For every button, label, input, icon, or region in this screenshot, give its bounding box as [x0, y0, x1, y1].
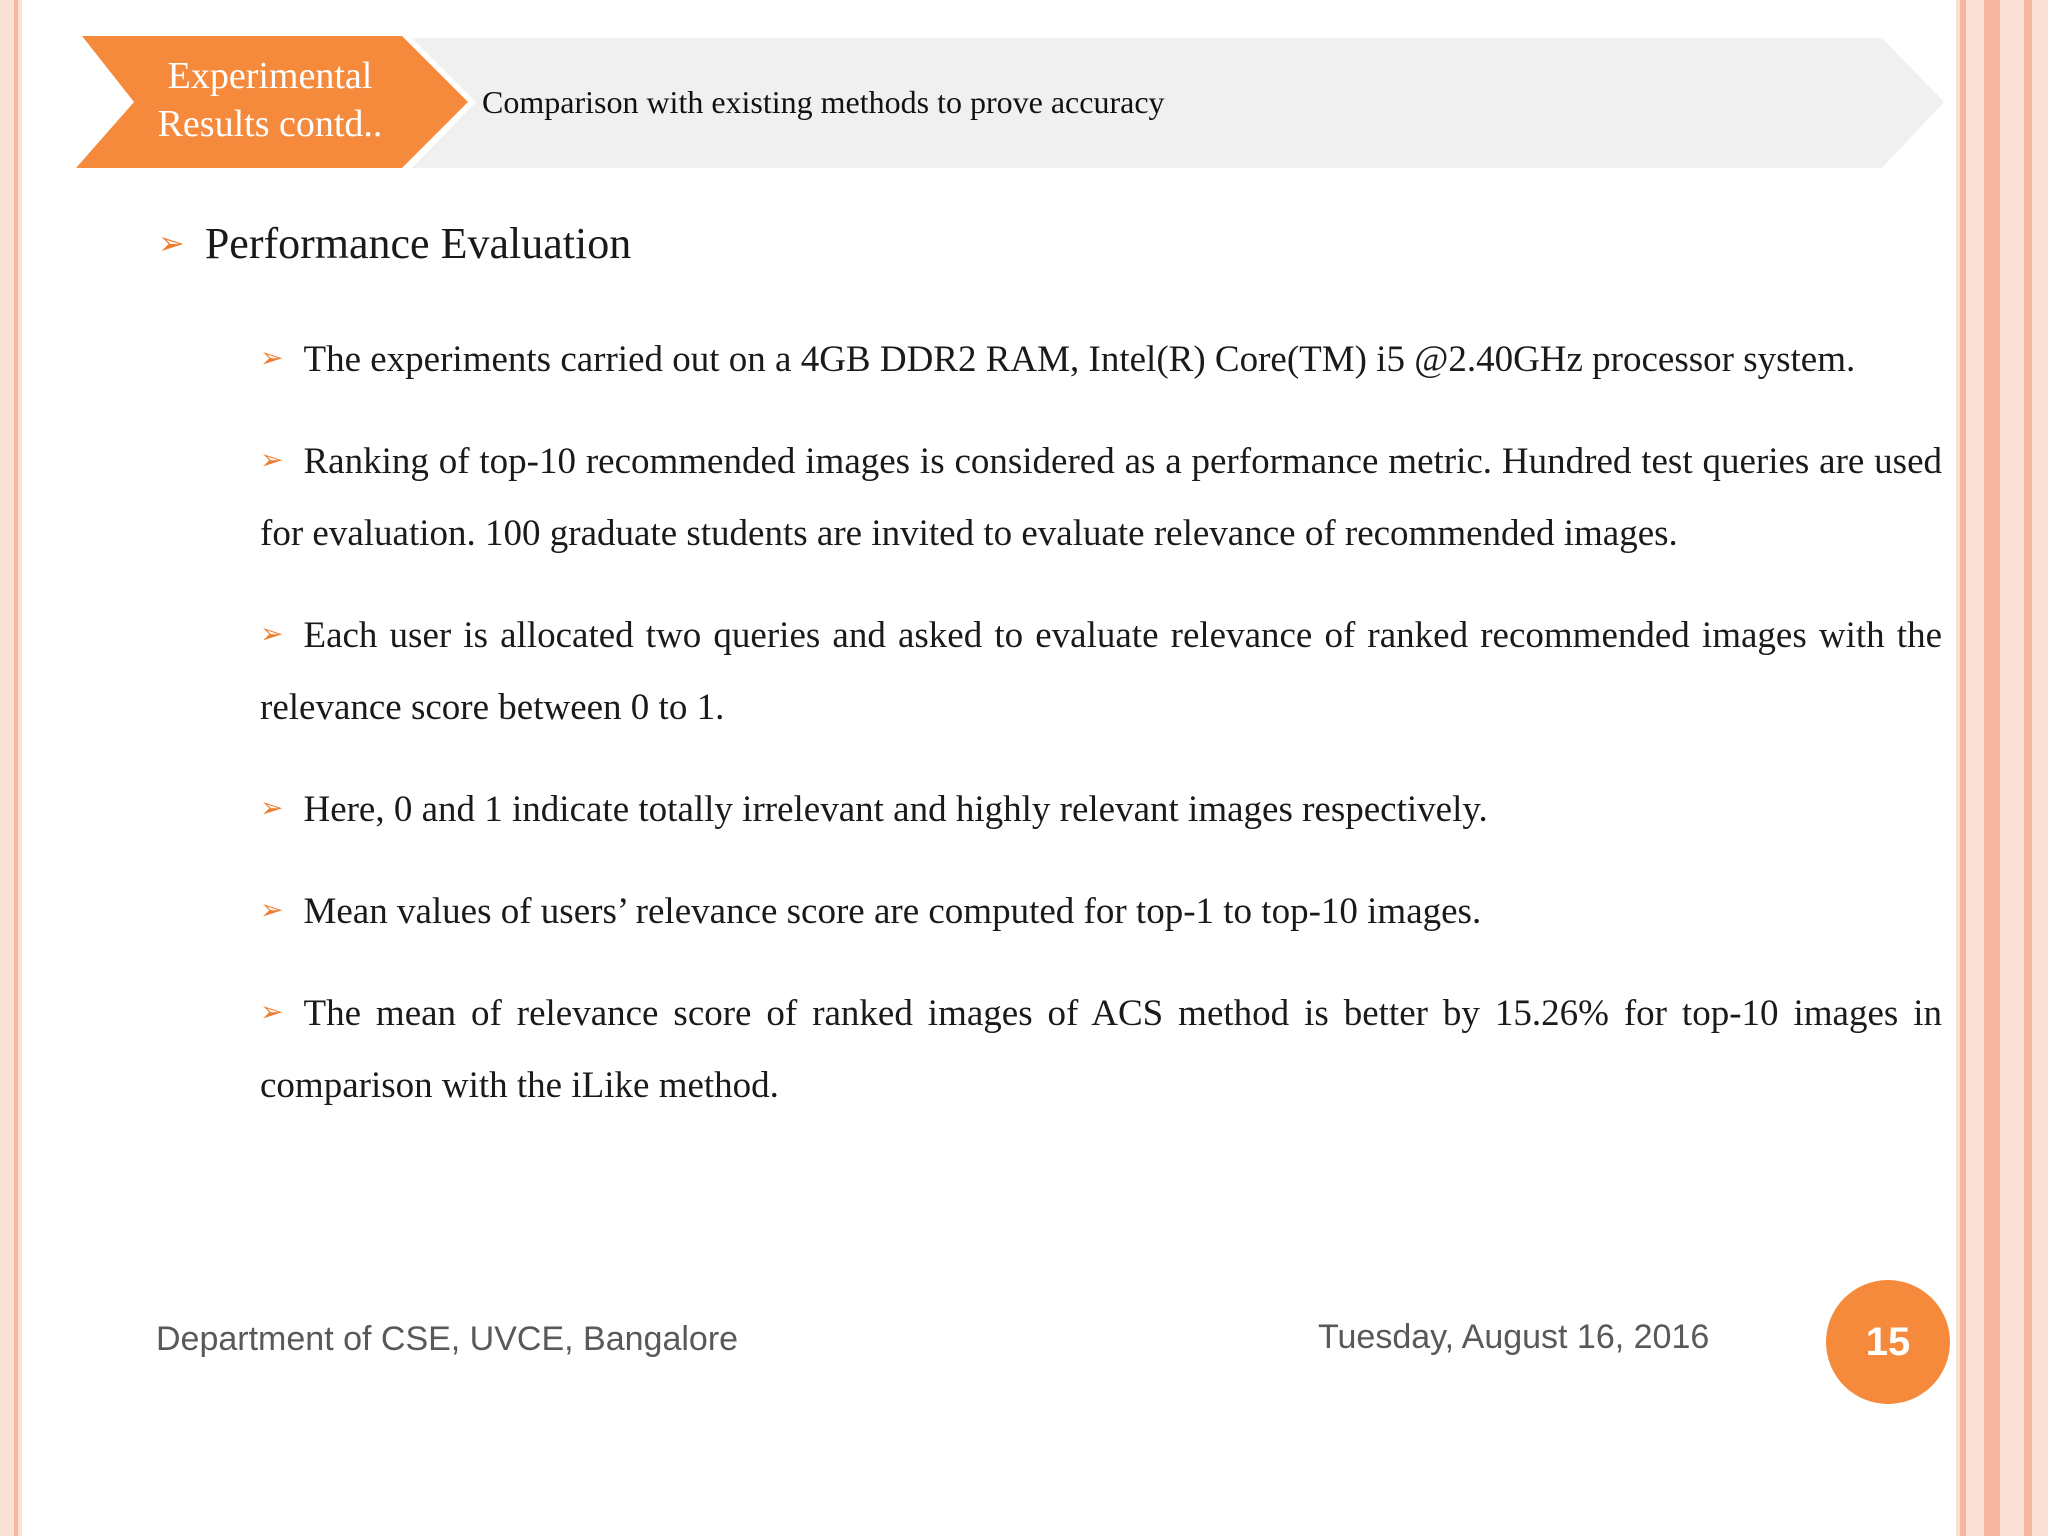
bullet-item [260, 322, 1942, 396]
bullet-text: The mean of relevance score of ranked images of ACS method is better by 15.26% for top-10 images in comparison with the iLike method. [260, 993, 1942, 1106]
section-tag-line: Experimental [167, 55, 373, 97]
left-border-line [14, 0, 18, 1536]
right-border-line [2024, 0, 2032, 1536]
arrow-bullet-icon: ➢ [260, 617, 284, 650]
arrow-bullet-icon: ➢ [260, 791, 284, 824]
bullet-item [260, 976, 1942, 1122]
bullet-list [260, 322, 1942, 1150]
main-heading-text: Performance Evaluation [204, 219, 632, 268]
arrow-bullet-icon: ➢ [260, 995, 284, 1028]
right-border [1956, 0, 2048, 1536]
footer-department: Department of CSE, UVCE, Bangalore [156, 1320, 739, 1358]
bullet-item [260, 598, 1942, 744]
bullet-text: Ranking of top-10 recommended images is considered as a performance metric. Hundred test queries are used for evaluation. 100 graduate students are invited to evaluate relevance of recommended images. [260, 441, 1942, 554]
footer-date: Tuesday, August 16, 2016 [1318, 1318, 1710, 1356]
section-tag-line: Results contd.. [157, 103, 383, 145]
section-tag [110, 52, 430, 148]
bullet-text: Here, 0 and 1 indicate totally irrelevant and highly relevant images respectively. [303, 789, 1488, 830]
right-border-line [1960, 0, 1966, 1536]
page-number: 15 [1865, 1319, 1911, 1364]
bullet-text: Each user is allocated two queries and asked to evaluate relevance of ranked recommended images with the relevance score between 0 to 1. [260, 615, 1942, 728]
arrow-bullet-icon: ➢ [260, 443, 284, 476]
main-heading [158, 218, 631, 269]
page-number-badge [1826, 1280, 1950, 1404]
arrow-bullet-icon: ➢ [260, 893, 284, 926]
bullet-item [260, 772, 1942, 846]
bullet-text: Mean values of users’ relevance score are computed for top-1 to top-10 images. [303, 891, 1482, 932]
right-border-line [1984, 0, 2000, 1536]
arrow-bullet-icon: ➢ [260, 341, 284, 374]
bullet-text: The experiments carried out on a 4GB DDR2 RAM, Intel(R) Core(TM) i5 @2.40GHz processor system. [303, 339, 1856, 380]
bullet-item [260, 874, 1942, 948]
banner-title: Comparison with existing methods to prove accuracy [482, 84, 1165, 120]
left-border [0, 0, 22, 1536]
arrow-bullet-icon: ➢ [158, 224, 185, 262]
bullet-item [260, 424, 1942, 570]
